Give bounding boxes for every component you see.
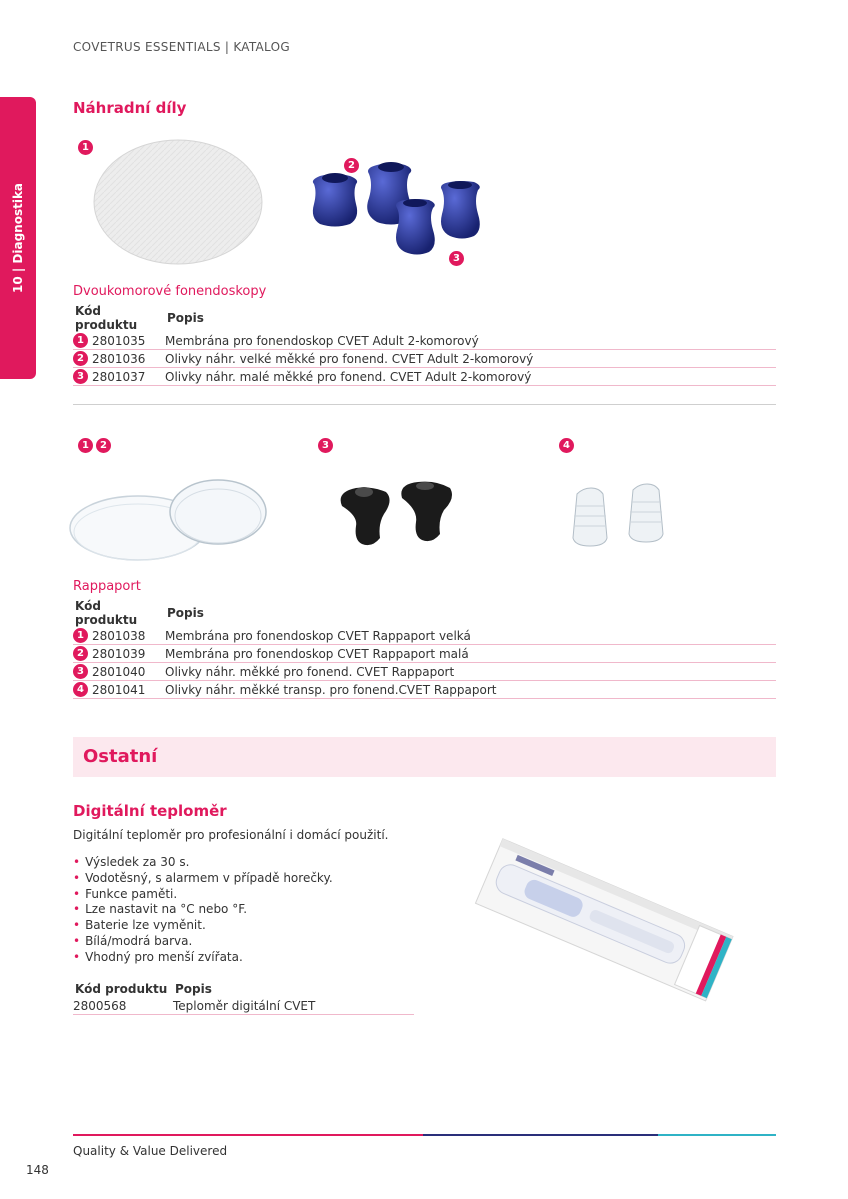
row-badge: 2 [73,351,88,366]
feature-item: • Vhodný pro menší zvířata. [73,950,333,966]
image-badge: 2 [344,158,359,173]
col-header-desc: Popis [167,311,204,325]
table-header-row [73,304,776,332]
table-row [73,645,776,663]
membranes-clear-image [68,472,268,564]
row-badge: 3 [73,369,88,384]
row-badge: 3 [73,664,88,679]
category-title: Ostatní [83,746,158,767]
row-badge: 1 [73,628,88,643]
row-badge: 2 [73,646,88,661]
product-title: Digitální teploměr [73,802,227,820]
product-code: 2800568 [73,997,173,1015]
ear-tips-transparent-image [565,482,675,550]
product-description: Olivky náhr. měkké pro fonend. CVET Rappaport [165,663,776,681]
col-header-desc: Popis [167,606,204,620]
catalog-header: COVETRUS ESSENTIALS | KATALOG [73,40,290,54]
feature-item: • Funkce paměti. [73,887,333,903]
parts-table [73,599,776,699]
parts-table [73,304,776,386]
table-row [73,332,776,350]
category-bar [73,737,776,777]
product-code: 2801039 [92,646,146,661]
table-header-row [73,599,776,627]
footer-rule-pink [73,1134,423,1136]
table-subtitle: Rappaport [73,579,141,594]
product-code: 2801035 [92,333,146,348]
table-row [73,368,776,386]
thermometer-package-image [460,830,750,1005]
product-code: 2801036 [92,351,146,366]
chapter-tab[interactable] [0,97,36,379]
row-badge: 4 [73,682,88,697]
membrane-image [92,138,264,266]
col-header-code: Kód produktu [75,982,168,996]
ear-tips-blue-image [305,160,495,265]
image-badge: 3 [318,438,333,453]
product-code: 2801037 [92,369,146,384]
col-header-code: Kód produktu [75,304,138,332]
chapter-tab-label: 10 | Diagnostika [11,182,25,294]
row-badge: 1 [73,333,88,348]
footer-rule-teal [658,1134,776,1136]
ear-tips-black-image [332,478,462,550]
product-description: Olivky náhr. malé měkké pro fonend. CVET Adult 2-komorový [165,368,776,386]
product-code: 2801040 [92,664,146,679]
feature-item: • Lze nastavit na °C nebo °F. [73,902,333,918]
product-description: Olivky náhr. měkké transp. pro fonend.CVET Rappaport [165,681,776,699]
product-description: Membrána pro fonendoskop CVET Adult 2-komorový [165,332,776,350]
footer-rule-navy [423,1134,658,1136]
col-header-code: Kód produktu [75,599,138,627]
product-intro: Digitální teploměr pro profesionální i domácí použití. [73,828,389,842]
table-row [73,997,414,1015]
image-badge: 2 [96,438,111,453]
feature-item: • Bílá/modrá barva. [73,934,333,950]
image-badge: 1 [78,438,93,453]
product-code: 2801041 [92,682,146,697]
feature-list [73,855,333,966]
feature-item: • Výsledek za 30 s. [73,855,333,871]
feature-item: • Baterie lze vyměnit. [73,918,333,934]
image-badge: 4 [559,438,574,453]
table-header-row [73,981,414,997]
table-row [73,663,776,681]
table-row [73,627,776,645]
page-number: 148 [26,1163,49,1177]
product-description: Membrána pro fonendoskop CVET Rappaport velká [165,627,776,645]
product-description: Olivky náhr. velké měkké pro fonend. CVET Adult 2-komorový [165,350,776,368]
footer-tagline: Quality & Value Delivered [73,1144,228,1158]
table-subtitle: Dvoukomorové fonendoskopy [73,284,267,299]
product-description: Membrána pro fonendoskop CVET Rappaport malá [165,645,776,663]
section-title: Náhradní díly [73,99,187,117]
table-row [73,681,776,699]
col-header-desc: Popis [175,982,212,996]
product-table [73,981,414,1015]
table-row [73,350,776,368]
section-divider [73,404,776,405]
product-code: 2801038 [92,628,146,643]
product-description: Teploměr digitální CVET [173,997,414,1015]
image-badge: 1 [78,140,93,155]
image-badge: 3 [449,251,464,266]
feature-item: • Vodotěsný, s alarmem v případě horečky. [73,871,333,887]
